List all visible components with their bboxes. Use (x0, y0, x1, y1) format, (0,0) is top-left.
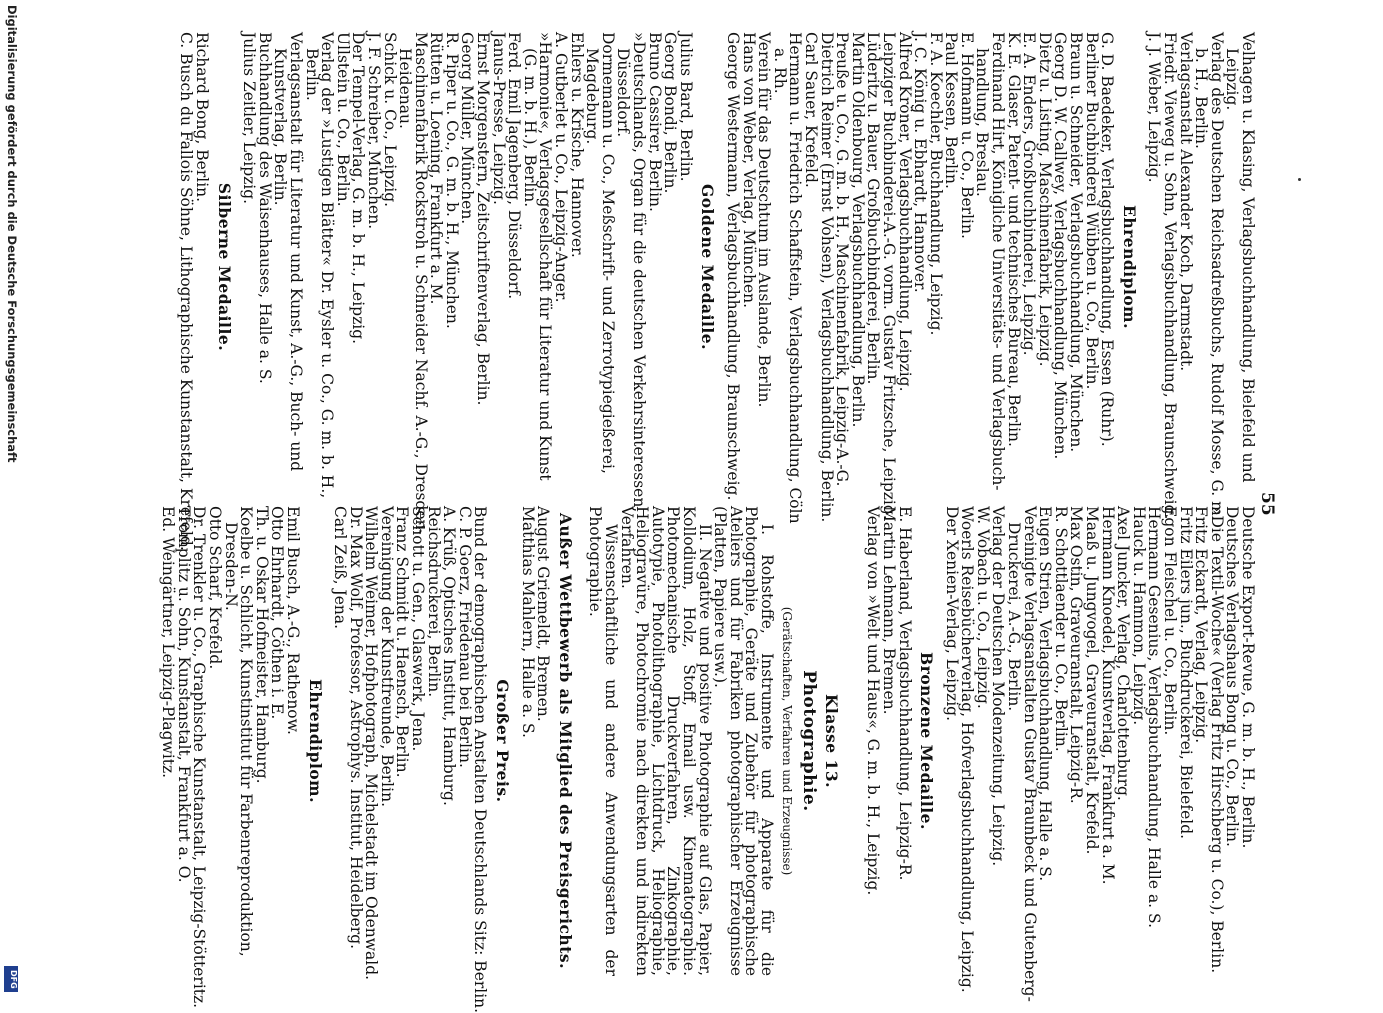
list-item: Schick u. Co., Leipzig. (380, 32, 399, 208)
section-heading-ehrendiplom: Ehrendiplom. (1119, 205, 1139, 329)
list-item: Koelbe u. Schlicht, Kunstinstitut für Farbenreproduktion, (237, 506, 256, 957)
list-item: Verlagsanstalt Alexander Koch, Darmstadt. (1176, 32, 1195, 372)
right-ausser-list (518, 506, 553, 976)
list-item: Hermann Knoedel, Kunstverlag, Frankfurt a. M. (1098, 506, 1117, 885)
list-item: Georg Müller, München. (458, 32, 477, 225)
list-item: Dietz u. Listing, Maschinenfabrik, Leipzig. (1035, 32, 1054, 367)
list-item: Verlag des Deutschen Reichsadreßbuchs, Rudolf Mosse, G. m. (1207, 32, 1226, 521)
photographie-description (587, 506, 774, 976)
list-item: Georg Bondi, Berlin. (661, 32, 680, 194)
list-item: A. Gutberlet u. Co., Leipzig-Anger. (552, 32, 571, 303)
list-item: handlung, Breslau. (973, 48, 992, 197)
list-item: Janus-Presse, Leipzig. (489, 32, 508, 205)
list-item: Carl Sauer, Krefeld. (801, 32, 820, 188)
list-item: Max Ostin, Graveuranstalt, Leipzig-R. (1067, 506, 1086, 804)
left-ehrendiplom-list (724, 32, 1117, 524)
list-item: Hermann Gesenius, Verlagsbuchhandlung, Halle a. S. (1145, 506, 1164, 929)
list-item: Berliner Buchbinderei Wübben u. Co., Berlin. (1082, 32, 1101, 390)
list-item: Verein für das Deutschtum im Auslande, Berlin. (755, 32, 774, 408)
list-item: Dr. Max Wolf, Professor, Astrophys. Institut, Heidelberg. (346, 506, 365, 950)
list-item: Emil Busch, A.-G., Rathenow. (283, 506, 302, 735)
list-item: C. Busch du Fallois Söhne, Lithographische Kunstanstalt, Krefeld. (177, 32, 196, 551)
list-item: Verlag der »Lustigen Blätter« Dr. Eysler u. Co., G. m. b. H., (318, 32, 337, 499)
list-item: Eugen Strien, Verlagsbuchhandlung, Halle a. S. (1036, 506, 1055, 882)
list-item: Julius Bard, Berlin. (676, 32, 695, 182)
footer-strip (2, 0, 22, 1000)
list-item: Hauck u. Hammon, Leipzig. (1129, 506, 1148, 726)
list-item: Hermann u. Friedrich Schaffstein, Verlagsbuchhandlung, Cöln (786, 32, 805, 524)
list-item: b. H., Berlin. (1192, 48, 1211, 149)
list-item: Preuße u. Co., G. m. b. H., Maschinenfabrik, Leipzig-A.-G. (833, 32, 852, 487)
list-item: Reichsdruckerei, Berlin. (424, 506, 443, 698)
list-item: Carl Zeiß, Jena. (331, 506, 350, 630)
section-heading-grosser-preis: Großer Preis. (493, 679, 513, 803)
list-item: Ferd. Emil Jagenberg, Düsseldorf. (505, 32, 524, 300)
list-item: E. Hofmann u. Co., Berlin. (957, 32, 976, 239)
list-item: (G. m. b. H.), Berlin. (520, 48, 539, 208)
list-item: Dietrich Reimer (Ernst Vohsen), Verlagsbuchhandlung, Berlin. (817, 32, 836, 523)
list-item: Fritz Eckardt, Verlag, Leipzig. (1192, 506, 1211, 744)
page-number: 55 (1257, 492, 1277, 516)
list-item: »Die Textil-Woche« (Verlag Fritz Hirschberg u. Co.), Berlin. (1207, 506, 1226, 974)
right-top-list (942, 506, 1257, 1002)
list-item: Richard Bong, Berlin. (193, 32, 211, 203)
list-item: Dormemann u. Co., Meßschrift- und Zerrotypiegießerei, (598, 32, 617, 474)
left-goldene-list (240, 32, 695, 535)
list-item: F. A. Koechler, Buchhandlung, Leipzig. (926, 32, 945, 336)
list-item: Woerls Reisebücherverlag, Hofverlagsbuchhandlung, Leipzig. (958, 506, 977, 993)
list-item: Heidenau. (396, 48, 415, 129)
section-heading-ausser-wettbewerb: Außer Wettbewerb als Mitglied des Preisgerichts. (555, 513, 575, 969)
list-item: Friedr. Vieweg u. Sohn, Verlagsbuchhandlung, Braunschweig. (1161, 32, 1180, 520)
list-item: George Westermann, Verlagsbuchhandlung, Braunschweig. (724, 32, 742, 501)
list-item: Hans von Weber, Verlag, München. (739, 32, 758, 309)
photographie-subtitle: (Gerätschaften, Verfahren und Erzeugnisse) (779, 606, 794, 876)
list-item: K. E. Glaser, Patent- und technisches Bureau, Berlin. (1004, 32, 1023, 447)
description-paragraph: II. Negative und positive Photographie auf Glas, Papier, Kollodium, Holz, Stoff, Email usw. Kinematographie. Photomechanische Druckverfahren, Zinkographie, Autotypie, Photolithographie, Lichtdruck, Heliographie, Heliogravüre, Photochromie nach direkten und indirekten Verfahren. (617, 506, 714, 976)
list-item: Magdeburg. (583, 48, 602, 145)
list-item: Otto Ehrhardt, Cöthen i. E. (268, 506, 287, 720)
list-item: E. A. Enders, Großbuchbinderei, Leipzig. (1020, 32, 1039, 356)
section-heading-klasse: Klasse 13. (821, 693, 841, 789)
list-item: Fritz Eilers jun., Buchdruckerei, Bielefeld. (1176, 506, 1195, 840)
list-item: Dresden-N. (221, 522, 240, 611)
list-item: Verlagsanstalt für Literatur und Kunst, A.-G., Buch- und (286, 32, 305, 472)
list-item: Verlag der Deutschen Modenzeitung, Leipzig. (989, 506, 1008, 867)
list-item: Julius Zeitler, Leipzig. (240, 32, 259, 205)
list-item: G. D. Baedeker, Verlagsbuchhandlung, Essen (Ruhr). (1098, 32, 1117, 447)
list-item: a. Rh. (770, 48, 789, 94)
list-item: R. Piper u. Co., G. m. b. H., München. (442, 32, 461, 329)
list-item: Franz Schmidt u. Haensch, Berlin. (393, 506, 412, 778)
list-item: J. F. Schreiber, München. (364, 32, 383, 230)
list-item: Rütten u. Loening, Frankfurt a. M. (427, 32, 446, 305)
dfg-logo: DFG (4, 966, 18, 992)
list-item: Schott u. Gen., Glaswerk, Jena. (409, 506, 428, 752)
list-item: Ehlers u. Krische, Hannover. (567, 32, 586, 258)
list-item: Otto Scharf, Krefeld. (205, 506, 224, 670)
section-heading-silberne-medaille: Silberne Medaille. (214, 182, 234, 352)
list-item: C. P. Goerz, Friedenau bei Berlin. (455, 506, 474, 768)
list-item: »Deutschlands, Organ für die deutschen Verkehrsinteressen, (630, 32, 649, 513)
list-item: Bund der demographischen Anstalten Deutschlands Sitz: Berlin. (471, 506, 490, 1013)
right-grosser-list (331, 506, 490, 1013)
list-item: Vereinigung der Kunstfreunde, Berlin. (377, 506, 396, 808)
list-item: Tromplitz u. Sohn, Kunstanstalt, Frankfurt a. O. (174, 506, 193, 883)
list-item: Egon Fleischel u. Co., Berlin. (1161, 506, 1180, 736)
list-item: Alfred Kröner, Verlagsbuchhandlung, Leipzig. (895, 32, 914, 392)
left-top-list (1145, 32, 1257, 521)
list-item: Maschinenfabrik Rockstroh u. Schneider Nachf. A.-G., Dresden- (411, 32, 430, 535)
description-paragraph: Wissenschaftliche und andere Anwendungsarten der Photographie. (586, 506, 621, 976)
list-item: A. Krüß, Optisches Institut, Hamburg. (440, 506, 459, 806)
list-item: Ferdinand Hirt, Königliche Universitäts- und Verlagsbuch- (989, 32, 1008, 491)
list-item: Verlag von »Welt und Haus«, G. m. b. H., Leipzig. (864, 506, 883, 896)
list-item: Martin Oldenbourg, Verlagsbuchhandlung, Berlin. (848, 32, 867, 428)
right-ehrendiplom-list (159, 506, 302, 1009)
list-item: Leipzig. (1223, 48, 1242, 111)
list-item: Velhagen u. Klasing, Verlagsbuchhandlung, Bielefeld und (1239, 32, 1257, 483)
list-item: Vereinigte Verlagsanstalten Gustav Braunbeck und Gutenberg- (1020, 506, 1039, 1002)
list-item: Der Tempel-Verlag, G. m. b. H., Leipzig. (349, 32, 368, 345)
list-item: J. C. König u. Ebhardt, Hannover. (911, 32, 930, 293)
list-item: J. J. Weber, Leipzig. (1145, 32, 1164, 183)
list-item: Bruno Cassirer, Berlin. (645, 32, 664, 212)
list-item: Der Xenien-Verlag, Leipzig. (942, 506, 961, 721)
list-item: Berlin. (302, 48, 321, 101)
description-paragraph: I. Rohstoffe, Instrumente und Apparate für die Photographie, Geräte und Zubehör für photographische Ateliers und für Fabriken photographischer Erzeugnisse (Platten, Papiere usw.). (711, 506, 776, 976)
list-item: Th. u. Oskar Hofmeister, Hamburg. (252, 506, 271, 784)
list-item: W. Vobach u. Co., Leipzig. (973, 506, 992, 709)
list-item: Lüderitz u. Bauer, Großbuchbinderei, Berlin. (864, 32, 883, 385)
section-heading-bronzene-medaille: Bronzene Medaille. (917, 652, 937, 830)
list-item: August Griemeldt, Bremen. (534, 506, 553, 722)
list-item: Deutsche Export-Revue, G. m. b. H., Berlin. (1239, 506, 1257, 849)
right-column (159, 506, 1257, 1013)
section-heading-goldene-medaille: Goldene Medaille. (698, 183, 718, 350)
list-item: Düsseldorf. (614, 48, 633, 138)
right-bronzene-list (865, 506, 912, 976)
list-item: Axel Juncker, Verlag, Charlottenburg. (1114, 506, 1133, 801)
list-item: Ernst Morgenstern, Zeitschriftenverlag, Berlin. (474, 32, 493, 406)
list-item: Braun u. Schneider, Verlagsbuchhandlung, München. (1067, 32, 1086, 453)
list-item: Paul Kessen, Berlin. (942, 32, 961, 189)
list-item: Kunstverlag, Berlin. (271, 48, 290, 206)
left-silberne-list (177, 32, 211, 551)
list-item: Matthias Mahlern, Halle a. S. (518, 506, 537, 738)
list-item: Georg D. W. Callwey, Verlagsbuchhandlung, München. (1051, 32, 1070, 460)
rotated-page-content (95, 0, 1277, 1013)
list-item: Dr. Trenkler u. Co., Graphische Kunstanstalt, Leipzig-Stötteritz. (190, 506, 209, 1009)
list-item: Druckerei, A.-G., Berlin. (1005, 522, 1024, 712)
list-item: Wilhelm Weimer, Hofphotograph, Michelstadt im Odenwald. (362, 506, 381, 981)
list-item: Buchhandlung des Waisenhauses, Halle a. S. (255, 32, 274, 384)
footer-credit: Digitalisierung gefördert durch die Deutsche Forschungsgemeinschaft (5, 5, 19, 463)
list-item: Maaß u. Jungvogel, Graveuranstalt, Krefeld. (1083, 506, 1102, 855)
list-item: Ed. Weingärtner, Leipzig-Plagwitz. (159, 506, 178, 779)
section-heading-ehrendiplom: Ehrendiplom. (305, 679, 325, 803)
left-column (177, 32, 1257, 551)
list-item: E. Haberland, Verlagsbuchhandlung, Leipzig-R. (895, 506, 914, 881)
list-item: Leipziger Buchbinderei-A.-G. vorm. Gustav Fritzsche, Leipzig. (879, 32, 898, 520)
list-item: »Harmonie«, Verlagsgesellschaft für Literatur und Kunst (536, 32, 555, 481)
list-item: R. Schottlaender u. Co., Berlin. (1051, 506, 1070, 752)
scan-speck (1298, 178, 1301, 181)
list-item: Martin Lehmann, Bremen. (879, 506, 898, 715)
list-item: Deutsches Verlagshaus Bong u. Co., Berlin. (1223, 506, 1242, 847)
list-item: Ullstein u. Co., Berlin. (333, 32, 352, 207)
section-heading-photographie: Photographie. (799, 670, 820, 812)
